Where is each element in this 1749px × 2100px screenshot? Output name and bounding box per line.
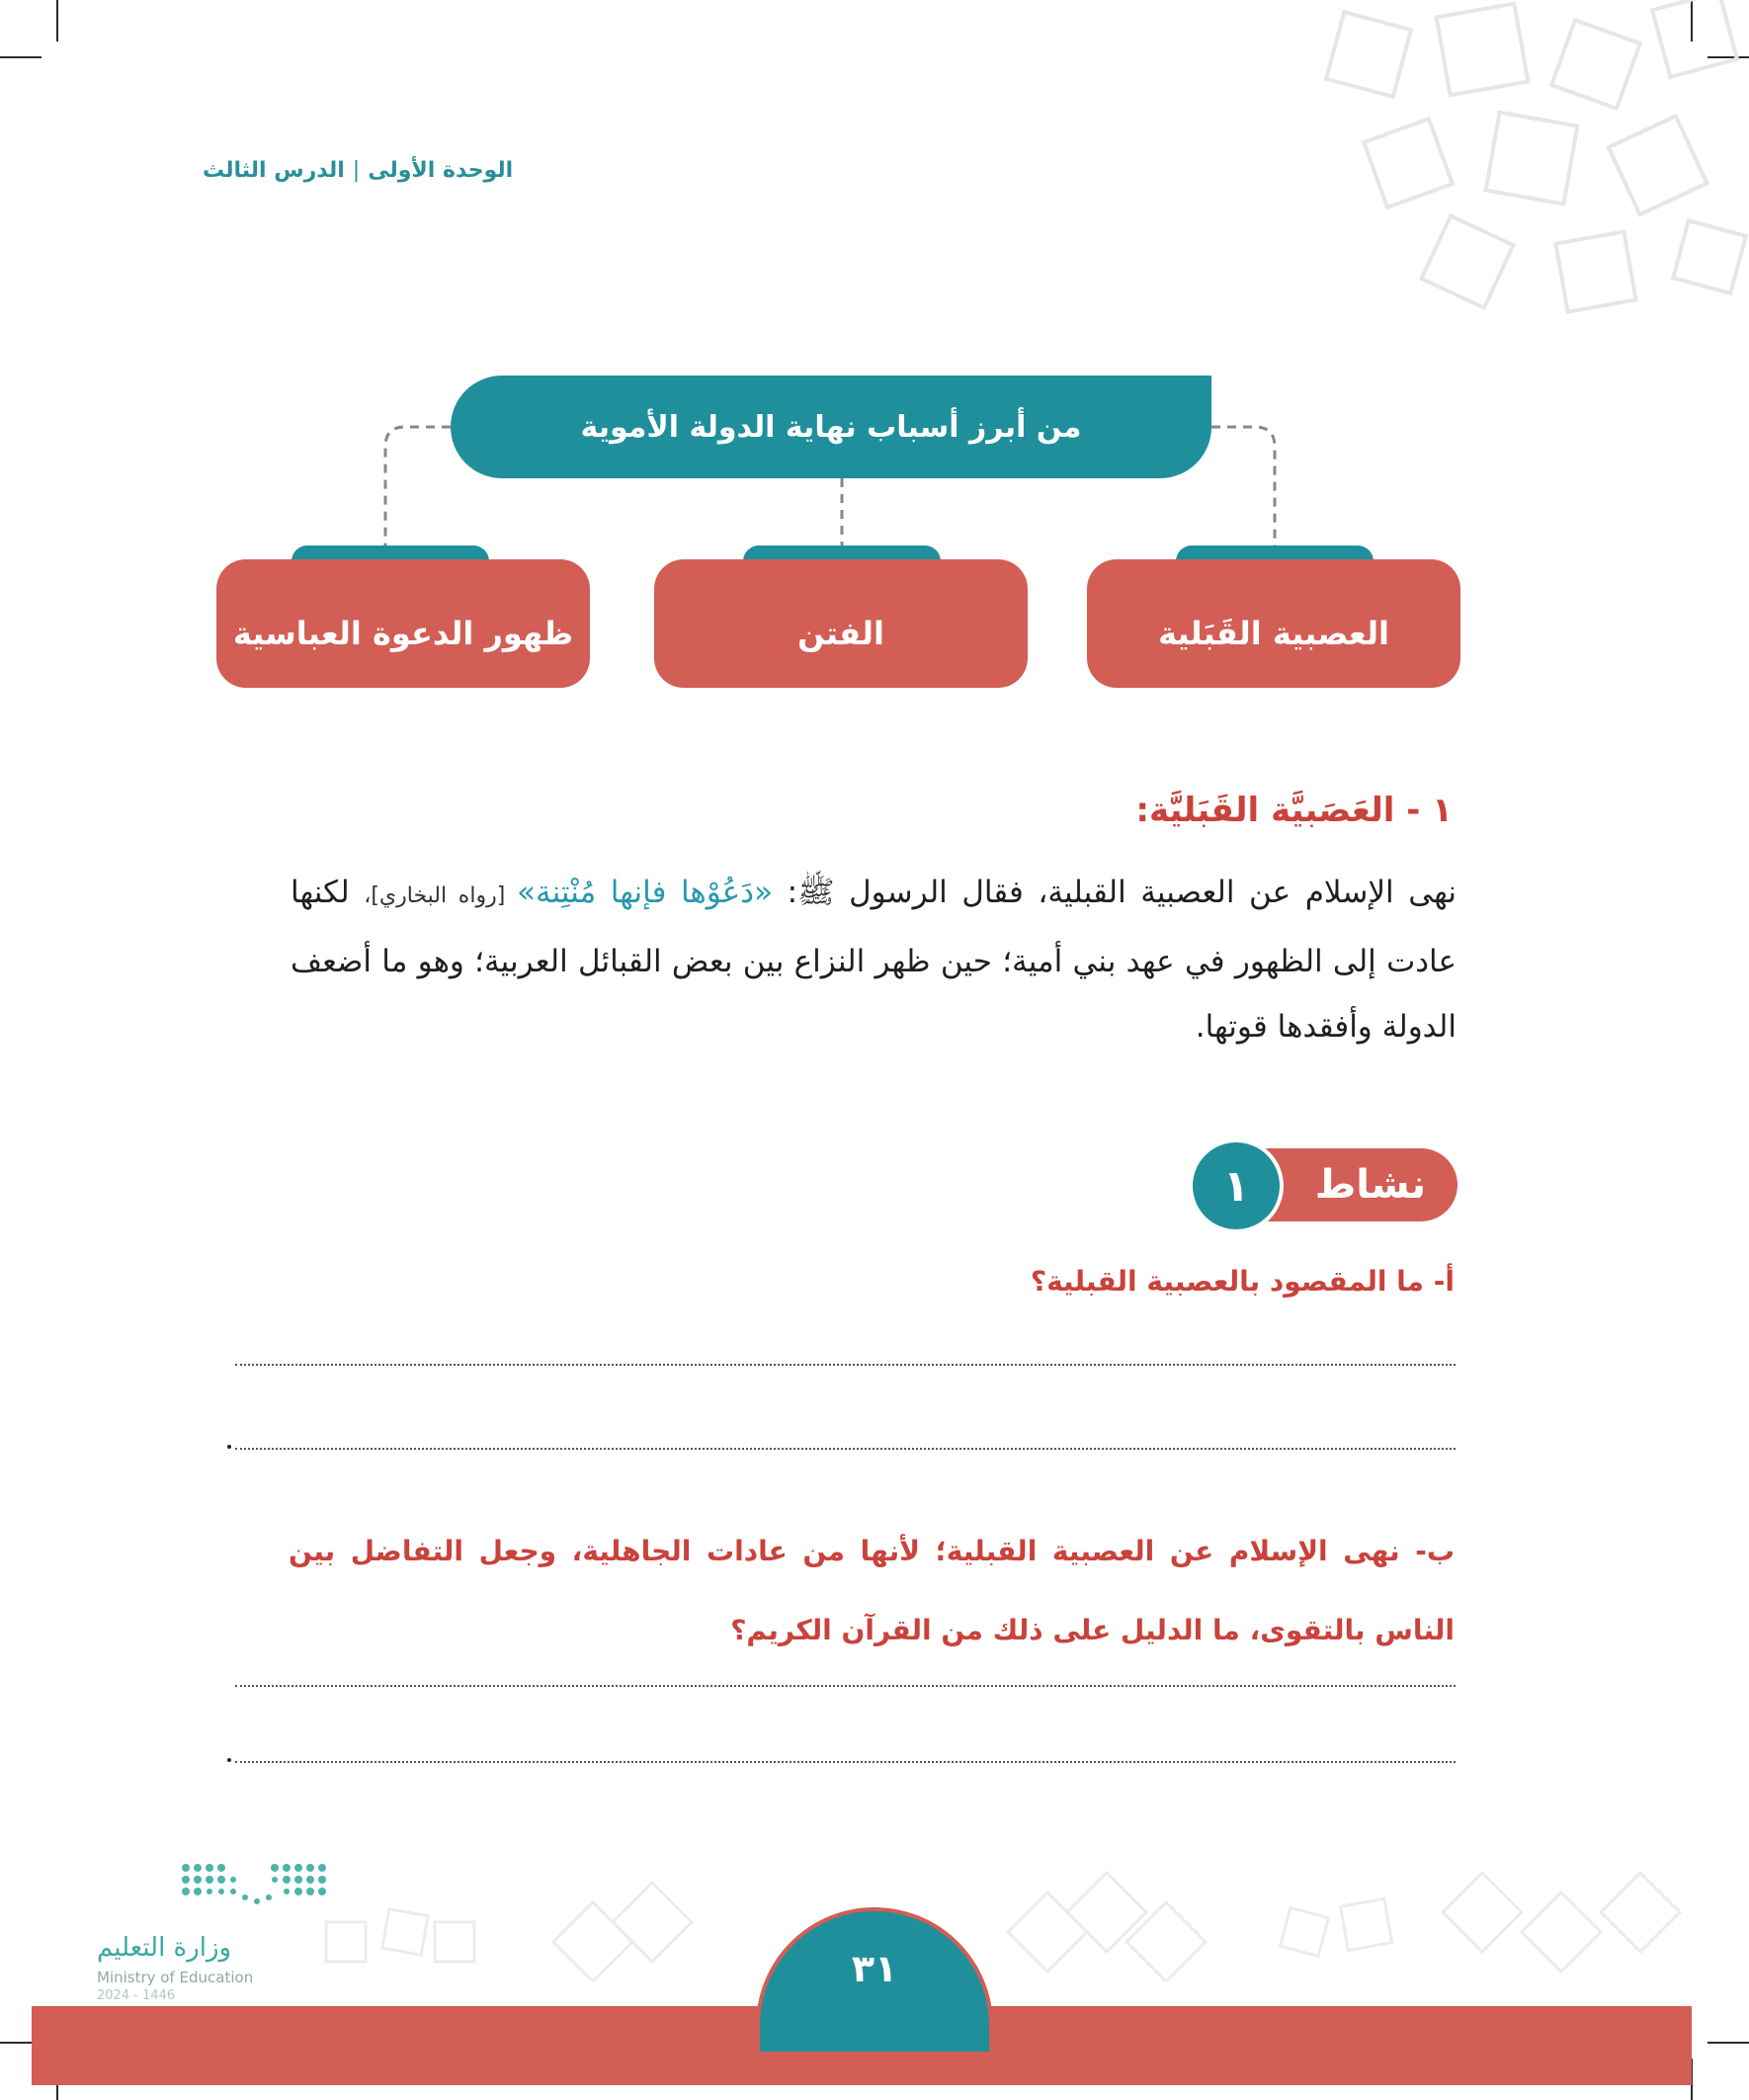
cause-box-tribalism: العصبية القَبَلية: [1087, 559, 1460, 688]
unit-label: الوحدة الأولى: [368, 158, 514, 183]
ministry-name-en: Ministry of Education: [97, 1969, 254, 1986]
activity-number: ١: [1189, 1138, 1284, 1233]
activity-badge: [1189, 1138, 1458, 1221]
ministry-name-ar: وزارة التعليم: [97, 1933, 232, 1963]
ministry-logo-dots-icon: [176, 1858, 374, 1927]
answer-end-dot: [227, 1758, 231, 1762]
hadith-reference: [رواه البخاري]،: [364, 883, 517, 908]
answer-end-dot: [227, 1445, 231, 1449]
question-a: أ- ما المقصود بالعصبية القبلية؟: [1030, 1265, 1455, 1298]
answer-line[interactable]: [235, 1685, 1456, 1687]
edition-year: 2024 - 1446: [97, 1988, 176, 2003]
ministry-logo: [97, 1858, 294, 2016]
crop-mark: [1707, 2042, 1749, 2044]
answer-line[interactable]: [235, 1448, 1456, 1450]
section-title: ١ - العَصَبيَّة القَبَليَّة:: [1135, 791, 1453, 830]
paragraph-intro: نهى الإسلام عن العصبية القبلية، فقال الرسول ﷺ:: [773, 875, 1457, 910]
question-b: ب- نهى الإسلام عن العصبية القبلية؛ لأنها من عادات الجاهلية، وجعل التفاضل بين الناس بالتقوى، ما الدليل على ذلك من القرآن الكريم؟: [289, 1535, 1455, 1646]
diagram-title: من أبرز أسباب نهاية الدولة الأموية: [451, 376, 1211, 478]
page-number: ٣١: [756, 1907, 993, 2056]
hadith-quote: «دَعُوْها فإنها مُنْتِنة»: [516, 875, 774, 910]
answer-line[interactable]: [235, 1761, 1456, 1763]
cause-box-strife: الفتن: [654, 559, 1028, 688]
header-separator: |: [352, 158, 361, 183]
answer-line[interactable]: [235, 1364, 1456, 1366]
paragraph-rest: لكنها عادت إلى الظهور في عهد بني أمية؛ حين ظهر النزاع بين بعض القبائل العربية؛ وهو ما أضعف الدولة وأفقدها قوتها.: [291, 875, 1457, 1045]
cause-box-abbasid-call: ظهور الدعوة العباسية: [216, 559, 590, 688]
activity-label: نشاط: [1230, 1148, 1458, 1221]
section-paragraph: [291, 860, 1457, 1059]
lesson-label: الدرس الثالث: [203, 158, 345, 183]
